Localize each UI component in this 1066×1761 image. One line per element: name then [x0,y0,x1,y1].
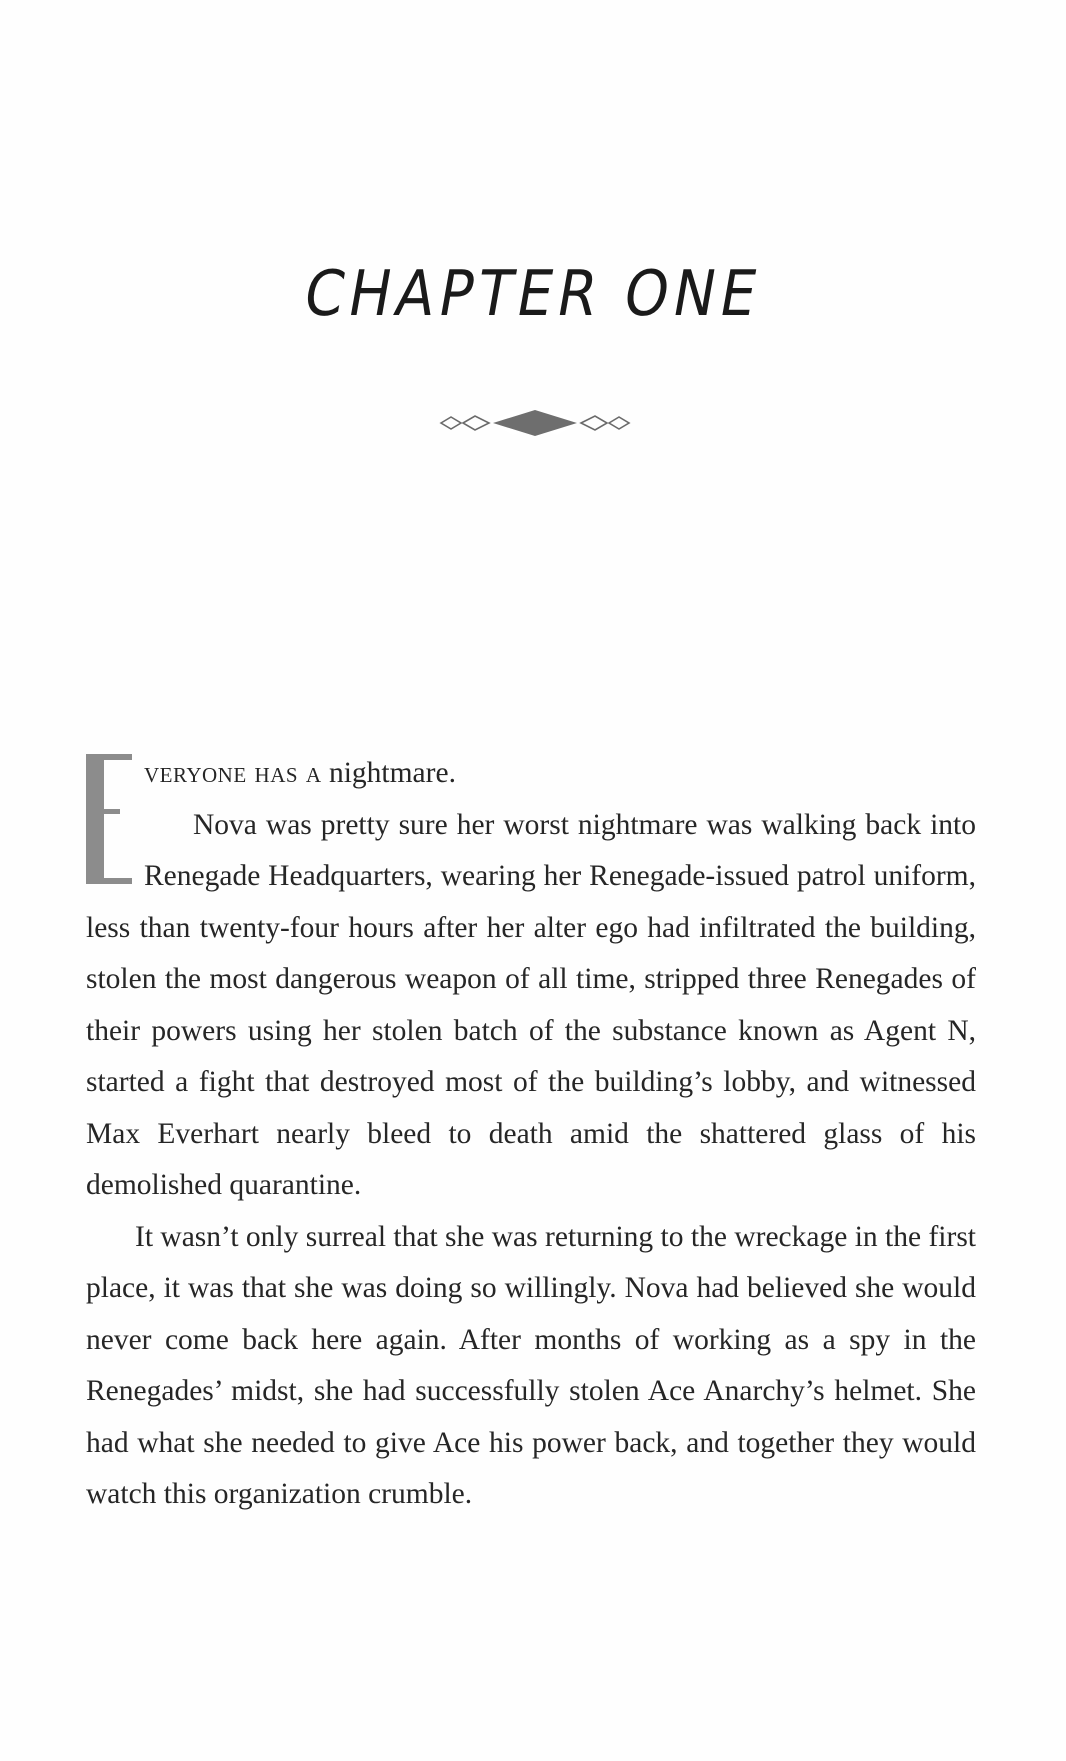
diamond-divider-icon [439,410,631,436]
paragraph-2: Nova was pretty sure her worst nightmare was walking back into Renegade Headquarters, wearing her Renegade-issued patrol uniform, less than twenty-four hours after her alter ego had infiltrated the building, stolen the most dangerous weapon of all time, stripped three Renegades of their powers using her stolen batch of the substance known as Agent N, started a fight that destroyed most of the building’s lobby, and witnessed Max Everhart nearly bleed to death amid the shattered glass of his demolished quarantine. [86,808,976,1201]
opening-rest: nightmare. [321,757,456,789]
drop-cap-E [86,754,136,884]
drop-cap-E-glyph [86,754,136,884]
paragraph-1 [86,748,976,800]
paragraph-3: It wasn’t only surreal that she was returning to the wreckage in the first place, it was that she was doing so willingly. Nova had believed she would never come back here again. After months of working as a spy in the Renegades’ midst, she had successfully stolen Ace Anarchy’s helmet. She had what she needed to give Ace his power back, and together they would watch this organization crumble. [86,1220,976,1510]
chapter-body [86,748,976,1521]
chapter-title: CHAPTER ONE [298,258,768,331]
opening-smallcaps: veryone has a [144,757,322,789]
